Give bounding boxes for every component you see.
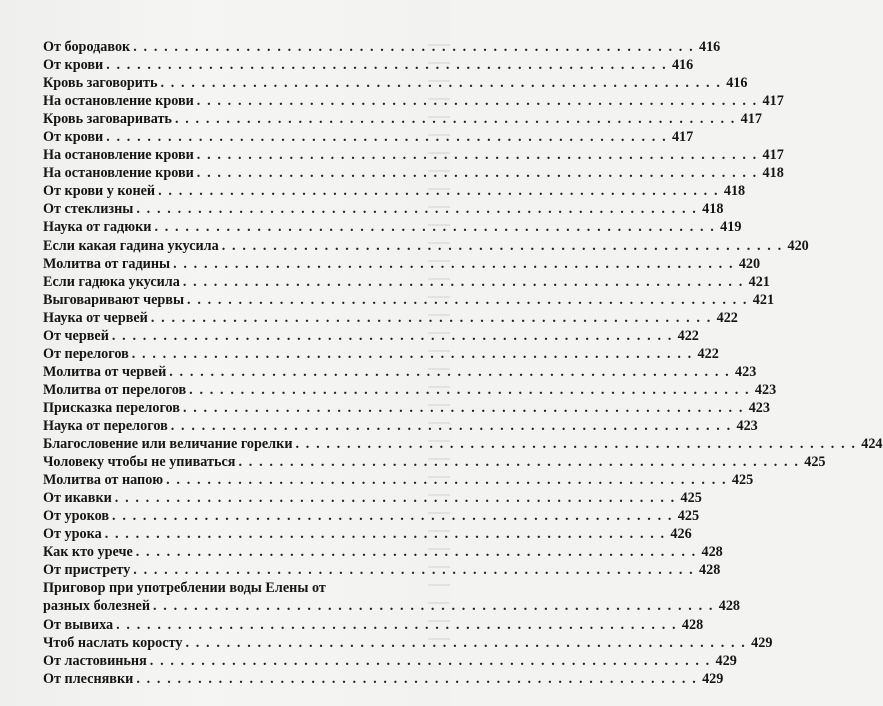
toc-entry-multiline [43, 579, 741, 615]
toc-entry-title: От ластовиньня [43, 652, 147, 669]
toc-entry [43, 309, 738, 327]
toc-entry-page-number: 425 [677, 508, 700, 525]
toc-entry-page-number: 417 [762, 93, 784, 110]
toc-entry-page-number: 417 [671, 129, 694, 146]
dot-leader: . . . . . . . . . . . . . . . . . . . . . . . . . . . . . . . . . . . . . . . . . . . . . . . . . . . . . . . [114, 490, 676, 507]
dot-leader: . . . . . . . . . . . . . . . . . . . . . . . . . . . . . . . . . . . . . . . . . . . . . . . . . . . . . . . [173, 255, 735, 272]
toc-entry-page-number: 425 [680, 490, 702, 507]
toc-entry-page-number: 420 [787, 237, 809, 254]
toc-entry-title: На остановление крови [43, 165, 194, 182]
dot-leader: . . . . . . . . . . . . . . . . . . . . . . . . . . . . . . . . . . . . . . . . . . . . . . . . . . . . . . . [153, 598, 715, 615]
toc-entry [43, 634, 773, 652]
toc-entry-title: Присказка перелогов [43, 399, 180, 416]
toc-entry [43, 381, 777, 399]
dot-leader: . . . . . . . . . . . . . . . . . . . . . . . . . . . . . . . . . . . . . . . . . . . . . . . . . . . . . . . [196, 147, 758, 164]
toc-entry [43, 146, 784, 164]
dot-leader: . . . . . . . . . . . . . . . . . . . . . . . . . . . . . . . . . . . . . . . . . . . . . . . . . . . . . . . [112, 508, 674, 525]
toc-entry-page-number: 423 [748, 399, 770, 416]
toc-entry-page-number: 417 [762, 147, 784, 164]
dot-leader: . . . . . . . . . . . . . . . . . . . . . . . . . . . . . . . . . . . . . . . . . . . . . . . . . . . . . . . [182, 399, 744, 416]
toc-entry [43, 200, 724, 218]
toc-entry-title: Как кто урече [43, 544, 133, 561]
toc-entry-second-line [43, 597, 741, 615]
toc-entry-title: Кровь заговорить [43, 75, 158, 92]
dot-leader: . . . . . . . . . . . . . . . . . . . . . . . . . . . . . . . . . . . . . . . . . . . . . . . . . . . . . . . [158, 183, 720, 200]
toc-entry [43, 561, 721, 579]
dot-leader: . . . . . . . . . . . . . . . . . . . . . . . . . . . . . . . . . . . . . . . . . . . . . . . . . . . . . . . [189, 381, 751, 398]
toc-entry [43, 417, 758, 435]
toc-entry [43, 237, 809, 255]
dot-leader: . . . . . . . . . . . . . . . . . . . . . . . . . . . . . . . . . . . . . . . . . . . . . . . . . . . . . . . [169, 363, 731, 380]
dot-leader: . . . . . . . . . . . . . . . . . . . . . . . . . . . . . . . . . . . . . . . . . . . . . . . . . . . . . . . [116, 616, 678, 633]
toc-entry-title: От перелогов [43, 345, 129, 362]
dot-leader: . . . . . . . . . . . . . . . . . . . . . . . . . . . . . . . . . . . . . . . . . . . . . . . . . . . . . . . [136, 670, 698, 687]
toc-entry-page-number: 429 [702, 670, 724, 687]
dot-leader: . . . . . . . . . . . . . . . . . . . . . . . . . . . . . . . . . . . . . . . . . . . . . . . . . . . . . . . [154, 219, 716, 236]
toc-entry-title: От крови [43, 129, 104, 146]
dot-leader: . . . . . . . . . . . . . . . . . . . . . . . . . . . . . . . . . . . . . . . . . . . . . . . . . . . . . . . [111, 327, 673, 344]
toc-entry-title: Если гадюка укусила [43, 273, 180, 290]
toc-entry [43, 273, 770, 291]
toc-entry-page-number: 422 [697, 345, 719, 362]
toc-entry-title: Чтоб наслать коросту [43, 634, 183, 651]
toc-entry-page-number: 422 [677, 327, 699, 344]
toc-entry-title: От крови у коней [43, 183, 156, 200]
toc-entry-title: От крови [43, 57, 104, 74]
toc-entry-page-number: 428 [701, 544, 723, 561]
toc-entry-title-line2: разных болезней [43, 598, 150, 615]
dot-leader: . . . . . . . . . . . . . . . . . . . . . . . . . . . . . . . . . . . . . . . . . . . . . . . . . . . . . . . [104, 526, 666, 543]
toc-entry-page-number: 423 [735, 363, 757, 380]
dot-leader: . . . . . . . . . . . . . . . . . . . . . . . . . . . . . . . . . . . . . . . . . . . . . . . . . . . . . . . [196, 165, 758, 182]
dot-leader: . . . . . . . . . . . . . . . . . . . . . . . . . . . . . . . . . . . . . . . . . . . . . . . . . . . . . . . [196, 93, 758, 110]
toc-entry-title: Наука от перелогов [43, 417, 168, 434]
toc-entry-title: Если какая гадина укусила [43, 237, 219, 254]
toc-entry [43, 616, 704, 634]
toc-entry [43, 164, 784, 182]
toc-entry-title: Благословение или величание горелки [43, 436, 293, 453]
toc-entry [43, 38, 721, 56]
toc-entry-page-number: 423 [754, 381, 777, 398]
toc-entry-title: Наука от гадюки [43, 219, 152, 236]
toc-entry-title: От червей [43, 327, 109, 344]
dot-leader: . . . . . . . . . . . . . . . . . . . . . . . . . . . . . . . . . . . . . . . . . . . . . . . . . . . . . . . [106, 57, 668, 74]
toc-entry-title: От плеснявки [43, 670, 134, 687]
dot-leader: . . . . . . . . . . . . . . . . . . . . . . . . . . . . . . . . . . . . . . . . . . . . . . . . . . . . . . . [106, 129, 668, 146]
toc-entry-title: На остановление крови [43, 93, 194, 110]
toc-entry-page-number: 418 [723, 183, 746, 200]
dot-leader: . . . . . . . . . . . . . . . . . . . . . . . . . . . . . . . . . . . . . . . . . . . . . . . . . . . . . . . [133, 39, 695, 55]
toc-entry [43, 92, 784, 110]
toc-entry-page-number: 424 [861, 436, 883, 453]
toc-entry-page-number: 425 [804, 454, 826, 471]
dot-leader: . . . . . . . . . . . . . . . . . . . . . . . . . . . . . . . . . . . . . . . . . . . . . . . . . . . . . . . [174, 111, 736, 128]
toc-entry-title: Молитва от перелогов [43, 381, 187, 398]
toc-entry-page-number: 419 [720, 219, 742, 236]
toc-entry [43, 218, 742, 236]
toc-entry-page-number: 416 [698, 39, 721, 55]
toc-entry [43, 435, 883, 453]
toc-entry [43, 255, 761, 273]
toc-entry [43, 291, 775, 309]
toc-entry-page-number: 417 [740, 111, 762, 128]
toc-entry-title: От стеклизны [43, 201, 134, 218]
toc-entry-title: Кровь заговаривать [43, 111, 172, 128]
dot-leader: . . . . . . . . . . . . . . . . . . . . . . . . . . . . . . . . . . . . . . . . . . . . . . . . . . . . . . . [136, 201, 698, 218]
toc-entry-title: На остановление крови [43, 147, 194, 164]
toc-entry [43, 453, 826, 471]
dot-leader: . . . . . . . . . . . . . . . . . . . . . . . . . . . . . . . . . . . . . . . . . . . . . . . . . . . . . . . [166, 472, 728, 489]
toc-entry-page-number: 421 [748, 273, 770, 290]
toc-entry [43, 327, 699, 345]
dot-leader: . . . . . . . . . . . . . . . . . . . . . . . . . . . . . . . . . . . . . . . . . . . . . . . . . . . . . . . [295, 436, 857, 453]
dot-leader: . . . . . . . . . . . . . . . . . . . . . . . . . . . . . . . . . . . . . . . . . . . . . . . . . . . . . . . [170, 417, 732, 434]
toc-entry [43, 345, 719, 363]
toc-entry-page-number: 418 [762, 165, 784, 182]
toc-entry-page-number: 423 [736, 417, 758, 434]
dot-leader: . . . . . . . . . . . . . . . . . . . . . . . . . . . . . . . . . . . . . . . . . . . . . . . . . . . . . . . [187, 291, 749, 308]
dot-leader: . . . . . . . . . . . . . . . . . . . . . . . . . . . . . . . . . . . . . . . . . . . . . . . . . . . . . . . [131, 345, 693, 362]
toc-entry-title: Наука от червей [43, 309, 148, 326]
toc-entry-title: От уроков [43, 508, 110, 525]
toc-entry-page-number: 428 [718, 598, 741, 615]
toc-entry [43, 543, 723, 561]
toc-entry [43, 471, 754, 489]
toc-entry-title-line1: Приговор при употреблении воды Елены от [43, 580, 326, 597]
toc-entry-title: От вывиха [43, 616, 114, 633]
dot-leader: . . . . . . . . . . . . . . . . . . . . . . . . . . . . . . . . . . . . . . . . . . . . . . . . . . . . . . . [221, 237, 783, 254]
toc-entry [43, 652, 737, 670]
toc-entry [43, 399, 770, 417]
toc-entry-title: Молитва от напою [43, 472, 164, 489]
toc-entry-page-number: 426 [670, 526, 692, 543]
dot-leader: . . . . . . . . . . . . . . . . . . . . . . . . . . . . . . . . . . . . . . . . . . . . . . . . . . . . . . . [133, 562, 695, 579]
toc-entry-title: От икавки [43, 490, 112, 507]
dot-leader: . . . . . . . . . . . . . . . . . . . . . . . . . . . . . . . . . . . . . . . . . . . . . . . . . . . . . . . [238, 454, 800, 471]
dot-leader: . . . . . . . . . . . . . . . . . . . . . . . . . . . . . . . . . . . . . . . . . . . . . . . . . . . . . . . [160, 75, 722, 92]
toc-entry-title: От урока [43, 526, 102, 543]
toc-entry-page-number: 416 [671, 57, 694, 74]
toc-entry-page-number: 428 [681, 616, 704, 633]
toc-entry-title: Молитва от червей [43, 363, 167, 380]
dot-leader: . . . . . . . . . . . . . . . . . . . . . . . . . . . . . . . . . . . . . . . . . . . . . . . . . . . . . . . [185, 634, 747, 651]
dot-leader: . . . . . . . . . . . . . . . . . . . . . . . . . . . . . . . . . . . . . . . . . . . . . . . . . . . . . . . [150, 309, 712, 326]
toc-entry [43, 128, 694, 146]
toc-entry-page-number: 418 [702, 201, 724, 218]
toc-entry [43, 507, 700, 525]
toc-entry [43, 182, 746, 200]
toc-entry-page-number: 425 [731, 472, 754, 489]
toc-entry-title: Выговаривают червы [43, 291, 185, 308]
toc-entry [43, 363, 757, 381]
toc-entry-page-number: 429 [715, 652, 737, 669]
toc-entry-page-number: 421 [752, 291, 775, 308]
toc-entry-page-number: 416 [726, 75, 748, 92]
toc-entry [43, 56, 694, 74]
table-of-contents [43, 38, 883, 688]
dot-leader: . . . . . . . . . . . . . . . . . . . . . . . . . . . . . . . . . . . . . . . . . . . . . . . . . . . . . . . [135, 544, 697, 561]
toc-entry-page-number: 429 [751, 634, 773, 651]
dot-leader: . . . . . . . . . . . . . . . . . . . . . . . . . . . . . . . . . . . . . . . . . . . . . . . . . . . . . . . [182, 273, 744, 290]
dot-leader: . . . . . . . . . . . . . . . . . . . . . . . . . . . . . . . . . . . . . . . . . . . . . . . . . . . . . . . [149, 652, 711, 669]
toc-entry [43, 525, 692, 543]
toc-entry-title: Чоловеку чтобы не упиваться [43, 454, 236, 471]
toc-entry [43, 74, 748, 92]
toc-entry-page-number: 420 [738, 255, 761, 272]
toc-entry-title: Молитва от гадины [43, 255, 171, 272]
toc-entry-title: От бородавок [43, 39, 131, 55]
toc-entry-page-number: 428 [699, 562, 721, 579]
toc-entry-page-number: 422 [716, 309, 738, 326]
toc-entry [43, 670, 724, 688]
toc-entry-title: От пристрету [43, 562, 131, 579]
toc-entry [43, 110, 762, 128]
toc-entry [43, 489, 702, 507]
